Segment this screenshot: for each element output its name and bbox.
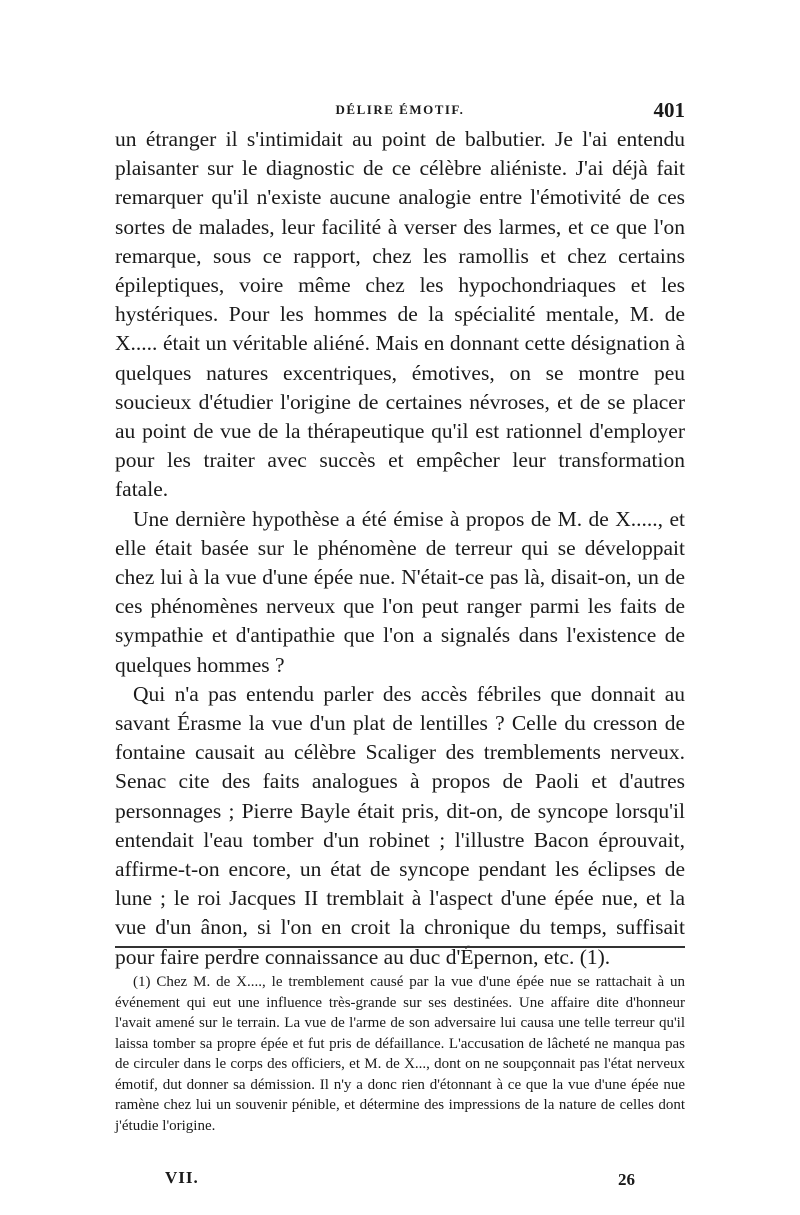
sheet-number: 26 <box>618 1170 635 1189</box>
footnote-text: (1) Chez M. de X...., le tremblement causé par la vue d'une épée nue se rattachait à un événement qui eut une influence très-grande sur ses destinées. Une affaire dite d'honneur l'avait amené sur le terrain. La vue de l'arme de son adversaire lui causa une telle terreur qu'il laissa tomber sa propre épée et fut pris de défaillance. L'accusation de lâcheté ne manqua pas de circuler dans le corps des officiers, et M. de X..., dont on ne soupçonnait pas l'état nerveux émotif, dut donner sa démission. Il n'y a donc rien d'étonnant à ce que la vue d'une épée nue ramène chez lui un souvenir pénible, et détermine des impressions de la nature de celles dont j'étudie l'origine. <box>115 974 685 1134</box>
paragraph-hypothesis: Une dernière hypothèse a été émise à propos de M. de X....., et elle était basée sur le phénomène de terreur qui se développait chez lui à la vue d'une épée nue. N'était-ce pas là, disait-on, un de ces phénomènes nerveux que l'on peut ranger parmi les faits de sympathie et d'antipathie que l'on a signalés dans l'existence de quelques hommes ? <box>115 506 685 677</box>
running-header <box>115 98 685 122</box>
body-text <box>115 125 685 972</box>
paragraph-antipathies: Qui n'a pas entendu parler des accès fébriles que donnait au savant Érasme la vue d'un plat de lentilles ? Celle du cresson de fontaine causait au célèbre Scaliger des tremblements nerveux. Senac cite des faits analogues à propos de Paoli et d'autres personnages ; Pierre Bayle était pris, dit-on, de syncope lorsqu'il entendait l'eau tomber d'un robinet ; l'illustre Bacon éprouvait, affirme-t-on encore, un état de syncope pendant les éclipses de lune ; le roi Jacques II tremblait à l'aspect d'une épée nue, et la vue d'un ânon, si l'on en croit la chronique du temps, suffisait pour faire perdre connaissance au duc d'Épernon, etc. (1). <box>115 681 685 969</box>
footnote <box>115 972 685 1136</box>
signature-mark: VII. <box>165 1168 199 1187</box>
footnote-divider <box>115 946 685 948</box>
running-title: DÉLIRE ÉMOTIF. <box>335 102 465 117</box>
page-number: 401 <box>653 98 685 122</box>
paragraph-continuation: un étranger il s'intimidait au point de balbutier. Je l'ai entendu plaisanter sur le diagnostic de ce célèbre aliéniste. J'ai déjà fait remarquer qu'il n'existe aucune analogie entre l'émotivité de ces sortes de malades, leur facilité à verser des larmes, et ce que l'on remarque, sous ce rapport, chez les ramollis et chez certains épileptiques, voire même chez les hypochondriaques et les hystériques. Pour les hommes de la spécialité mentale, M. de X..... était un véritable aliéné. Mais en donnant cette désignation à quelques natures excentriques, émotives, on se montre peu soucieux d'étudier l'origine de certaines névroses, et de se placer au point de vue de la thérapeutique qu'il est rationnel d'employer pour les traiter avec succès et empêcher leur transformation fatale. <box>115 127 685 502</box>
